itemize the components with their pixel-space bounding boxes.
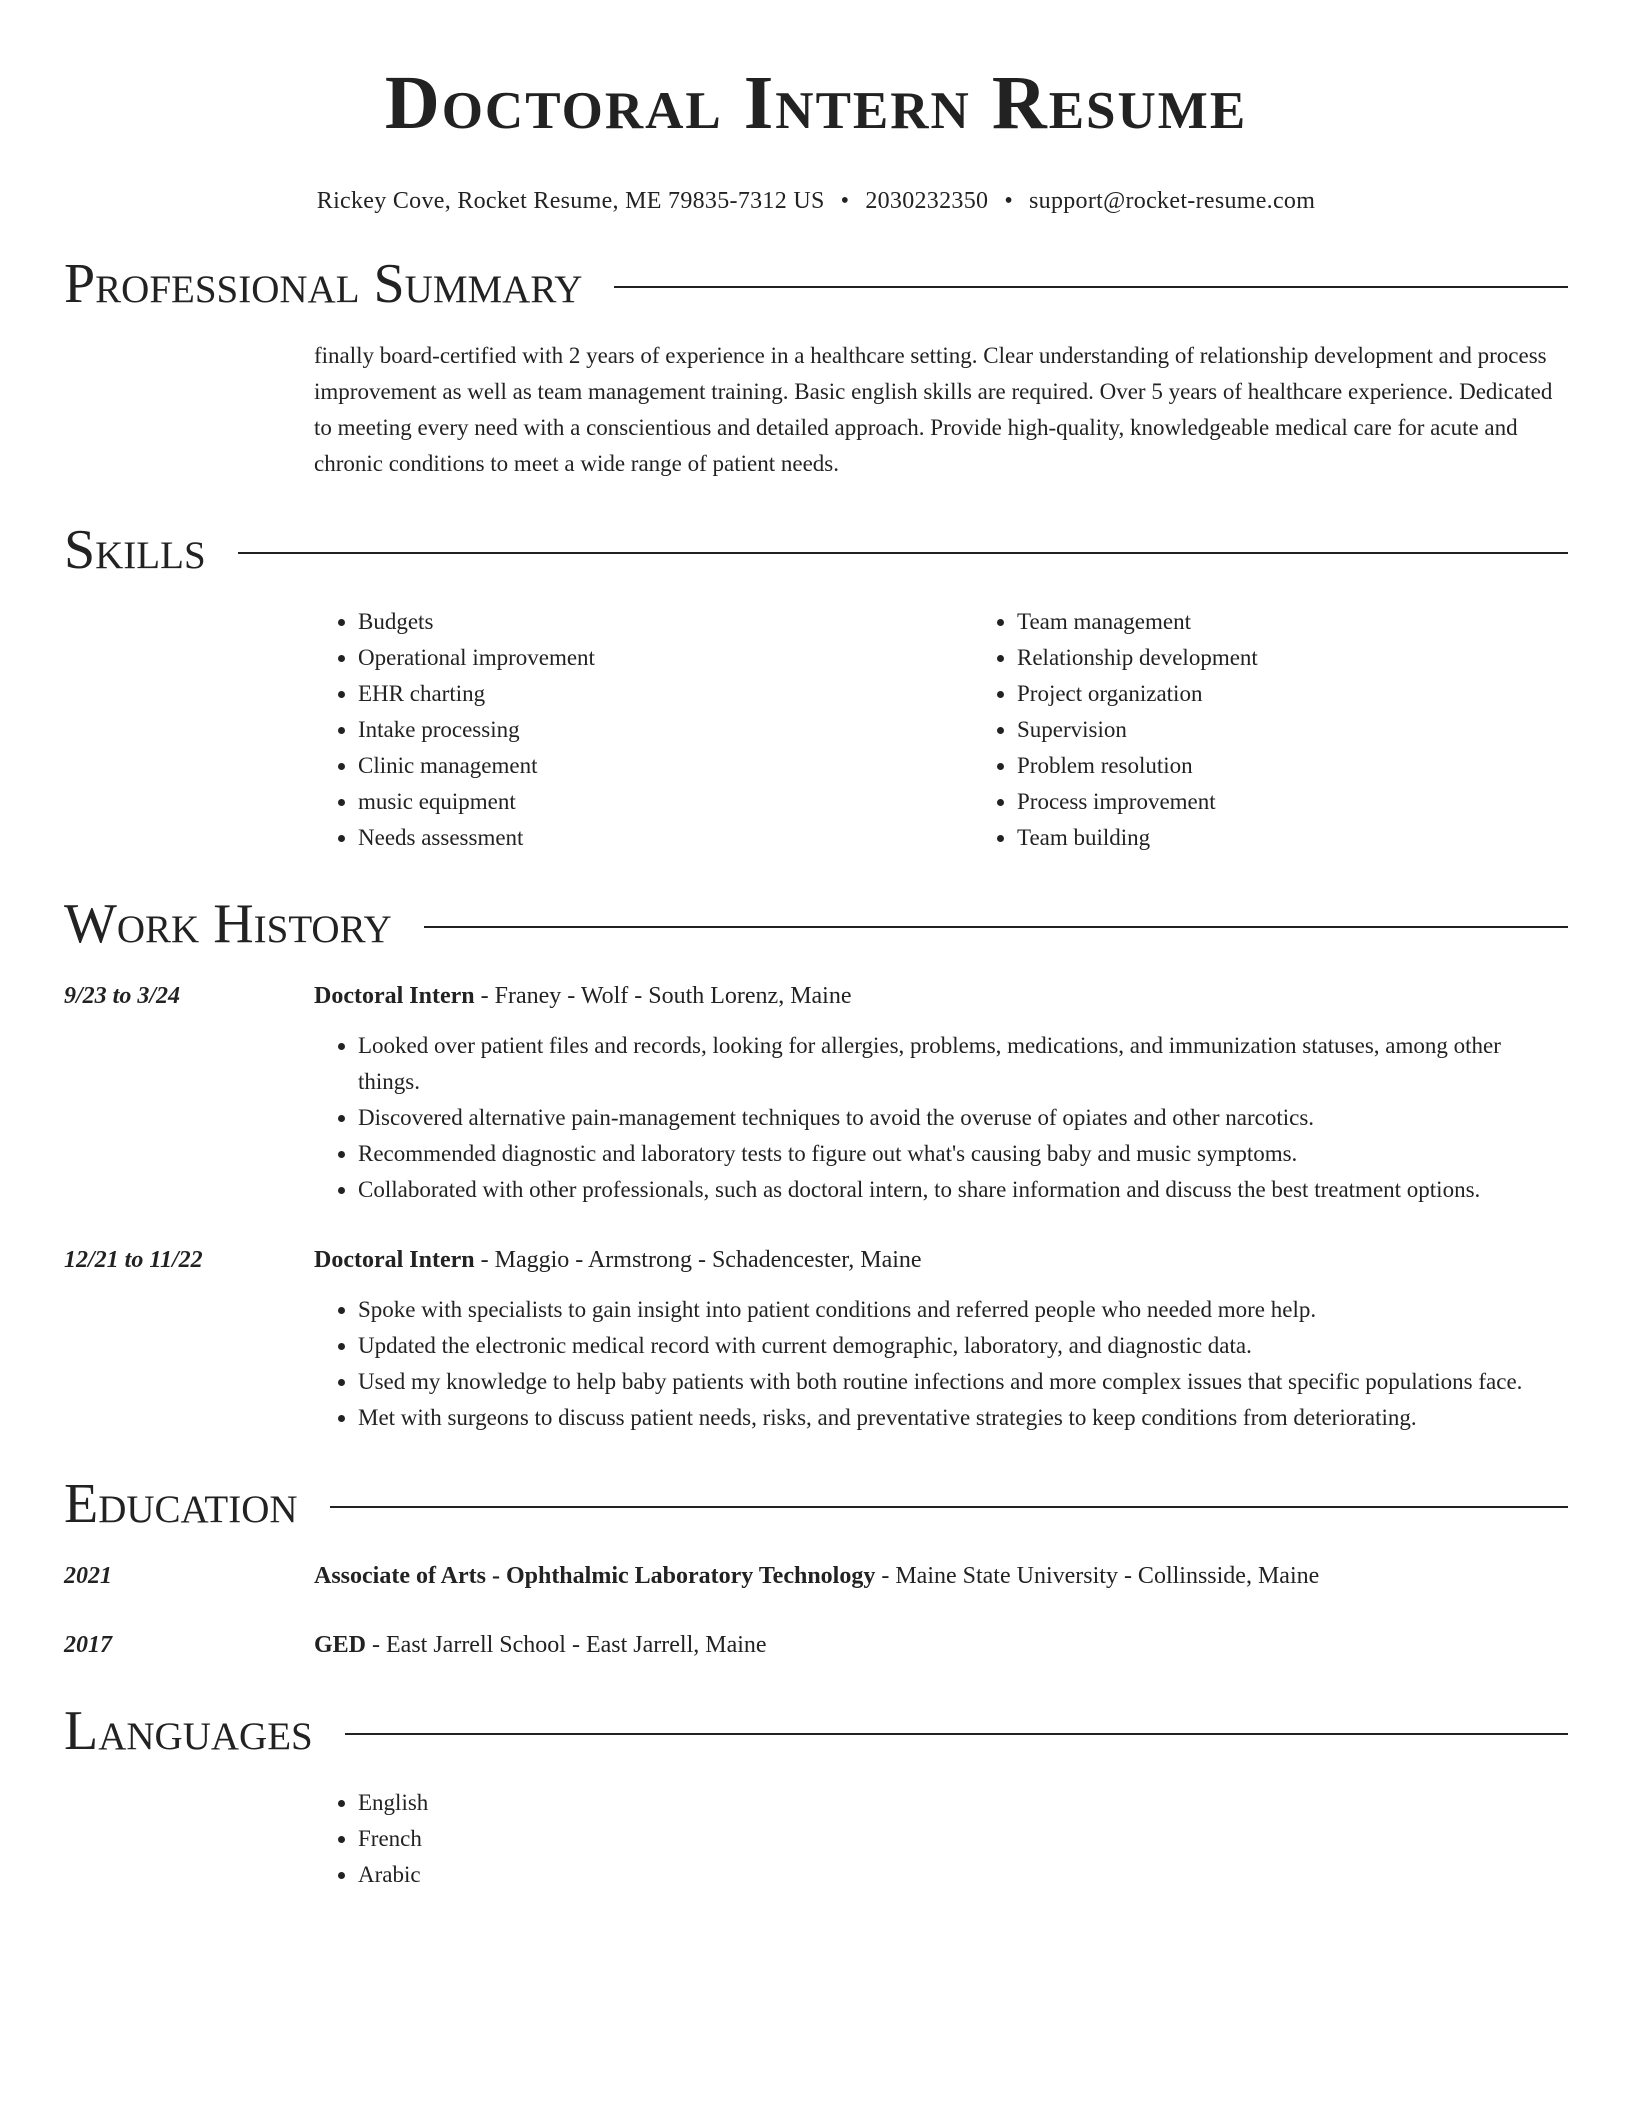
education-section-title: Education	[64, 1473, 298, 1535]
job-entry	[64, 978, 1568, 1208]
skill-item: • Intake processing	[358, 712, 973, 748]
job-bullet: • Recommended diagnostic and laboratory tests to figure out what's causing baby and music symptoms.	[358, 1136, 1568, 1172]
contact-email: support@rocket-resume.com	[1029, 188, 1316, 214]
skill-item: • Relationship development	[1017, 640, 1632, 676]
job-bullet: • Discovered alternative pain-management techniques to avoid the overuse of opiates and other narcotics.	[358, 1100, 1568, 1136]
language-item: • Arabic	[358, 1857, 1568, 1893]
contact-separator: •	[1004, 188, 1014, 214]
job-dates: 12/21 to 11/22	[64, 1247, 203, 1273]
resume-page	[64, 0, 1568, 1893]
section-divider	[424, 926, 1568, 928]
education-entry	[64, 1558, 1568, 1594]
skills-row	[64, 604, 1568, 856]
skill-item: • Clinic management	[358, 748, 973, 784]
education-year: 2021	[64, 1563, 112, 1589]
education-details: - Maine State University - Collinsside, Maine	[875, 1563, 1320, 1589]
section-divider	[345, 1733, 1568, 1735]
section-divider	[330, 1506, 1568, 1508]
skill-item: • Project organization	[1017, 676, 1632, 712]
job-bullet: • Spoke with specialists to gain insight into patient conditions and referred people who needed more help.	[358, 1292, 1568, 1328]
skill-item: • Team management	[1017, 604, 1632, 640]
skill-item: • Needs assessment	[358, 820, 973, 856]
job-bullet: • Collaborated with other professionals, such as doctoral intern, to share information and discuss the best treatment options.	[358, 1172, 1568, 1208]
skill-item: • Problem resolution	[1017, 748, 1632, 784]
languages-list	[314, 1785, 1568, 1893]
skill-item: • EHR charting	[358, 676, 973, 712]
skill-item: • Team building	[1017, 820, 1632, 856]
job-bullet: • Met with surgeons to discuss patient needs, risks, and preventative strategies to keep conditions from deteriorating.	[358, 1400, 1568, 1436]
summary-section-title: Professional Summary	[64, 253, 583, 315]
contact-phone: 2030232350	[865, 188, 989, 214]
job-entry	[64, 1242, 1568, 1436]
education-entry	[64, 1627, 1568, 1663]
skill-item: • music equipment	[358, 784, 973, 820]
skills-section-title: Skills	[64, 519, 206, 581]
job-details: - Maggio - Armstrong - Schadencester, Maine	[474, 1247, 922, 1273]
education-degree: Associate of Arts - Ophthalmic Laboratory Technology	[314, 1563, 876, 1589]
language-item: • French	[358, 1821, 1568, 1857]
job-details: - Franey - Wolf - South Lorenz, Maine	[474, 983, 852, 1009]
skill-item: • Budgets	[358, 604, 973, 640]
skill-item: • Process improvement	[1017, 784, 1632, 820]
job-role: Doctoral Intern	[314, 983, 475, 1009]
skill-item: • Operational improvement	[358, 640, 973, 676]
language-item: • English	[358, 1785, 1568, 1821]
contact-line	[64, 186, 1568, 216]
section-divider	[238, 552, 1568, 554]
section-divider	[614, 286, 1568, 288]
resume-title: Doctoral Intern Resume	[384, 61, 1248, 145]
contact-separator: •	[840, 188, 850, 214]
work-section-header	[64, 892, 1568, 956]
languages-section-header	[64, 1699, 1568, 1763]
job-bullet: • Looked over patient files and records, looking for allergies, problems, medications, and immunization statuses, among other things.	[358, 1028, 1568, 1100]
summary-section-header	[64, 252, 1568, 316]
contact-address: Rickey Cove, Rocket Resume, ME 79835-7312 US	[316, 188, 825, 214]
education-degree: GED	[314, 1632, 367, 1658]
skills-section-header	[64, 518, 1568, 582]
job-dates: 9/23 to 3/24	[64, 983, 181, 1009]
job-heading	[314, 978, 1568, 1014]
work-section-title: Work History	[64, 893, 392, 955]
education-section-header	[64, 1472, 1568, 1536]
summary-text: finally board-certified with 2 years of experience in a healthcare setting. Clear understanding of relationship development and process improvement as well as team management training. Basic english skills are required. Over 5 years of healthcare experience. Dedicated to meeting every need with a conscientious and detailed approach. Provide high-quality, knowledgeable medical care for acute and chronic conditions to meet a wide range of patient needs.	[314, 343, 1553, 476]
skills-list-left	[314, 604, 973, 856]
education-year: 2017	[64, 1632, 112, 1658]
summary-row	[64, 338, 1568, 482]
job-bullet: • Updated the electronic medical record with current demographic, laboratory, and diagnostic data.	[358, 1328, 1568, 1364]
languages-row	[64, 1785, 1568, 1893]
job-bullet: • Used my knowledge to help baby patients with both routine infections and more complex issues that specific populations face.	[358, 1364, 1568, 1400]
education-details: - East Jarrell School - East Jarrell, Maine	[366, 1632, 767, 1658]
languages-section-title: Languages	[64, 1700, 313, 1762]
skill-item: • Supervision	[1017, 712, 1632, 748]
job-bullets	[314, 1292, 1568, 1436]
job-heading	[314, 1242, 1568, 1278]
job-bullets	[314, 1028, 1568, 1208]
skills-list-right	[973, 604, 1632, 856]
job-role: Doctoral Intern	[314, 1247, 475, 1273]
